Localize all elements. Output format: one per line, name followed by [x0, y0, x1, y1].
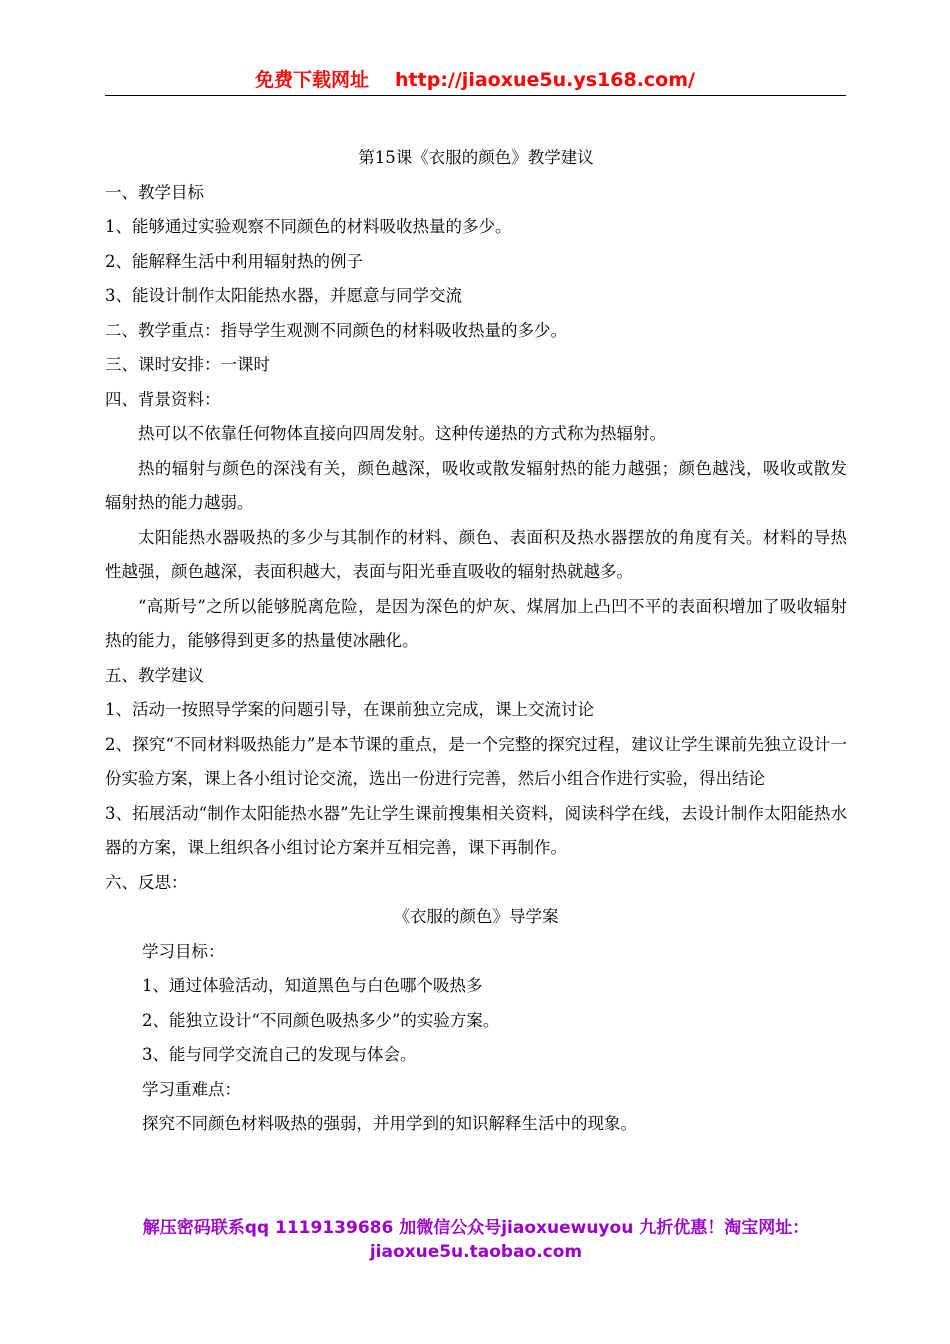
header-divider — [105, 95, 846, 96]
guide-title: 《衣服的颜色》导学案 — [393, 907, 559, 926]
learning-goal-item: 2、能独立设计“不同颜色吸热多少”的实验方案。 — [142, 1010, 500, 1030]
background-paragraph: 热的辐射与颜色的深浅有关，颜色越深，吸收或散发辐射热的能力越强；颜色越浅，吸收或散发辐射热的能力越弱。 — [105, 458, 847, 512]
section-heading-objectives: 一、教学目标 — [105, 182, 204, 202]
suggestion-item: 2、探究“不同材料吸热能力”是本节课的重点，是一个完整的探究过程，建议让学生课前先独立设计一份实验方案，课上各小组讨论交流，选出一份进行完善，然后小组合作进行实验，得出结论 — [105, 734, 847, 788]
download-header — [105, 66, 845, 94]
learning-goal-item: 1、通过体验活动，知道黑色与白色哪个吸热多 — [142, 976, 483, 995]
background-paragraph: 太阳能热水器吸热的多少与其制作的材料、颜色、表面积及热水器摆放的角度有关。材料的导热性越强，颜色越深，表面积越大，表面与阳光垂直吸收的辐射热就越多。 — [105, 527, 847, 581]
section-heading-key-point: 二、教学重点：指导学生观测不同颜色的材料吸收热量的多少。 — [105, 320, 567, 340]
key-difficulty-heading: 学习重难点： — [142, 1079, 241, 1099]
download-url-link[interactable]: http://jiaoxue5u.ys168.com/ — [395, 69, 695, 91]
learning-goals-heading: 学习目标： — [142, 941, 225, 961]
section-heading-schedule: 三、课时安排：一课时 — [105, 355, 270, 374]
suggestion-item: 3、拓展活动“制作太阳能热水器”先让学生课前搜集相关资料，阅读科学在线，去设计制作太阳能热水器的方案，课上组织各小组讨论方案并互相完善，课下再制作。 — [105, 803, 847, 857]
section-heading-background: 四、背景资料： — [105, 389, 221, 409]
suggestion-item: 1、活动一按照导学案的问题引导，在课前独立完成，课上交流讨论 — [105, 700, 594, 719]
objective-item: 3、能设计制作太阳能热水器，并愿意与同学交流 — [105, 286, 462, 305]
document-title: 第15课《衣服的颜色》教学建议 — [358, 148, 594, 167]
background-paragraph: “高斯号”之所以能够脱离危险，是因为深色的炉灰、煤屑加上凸凹不平的表面积增加了吸收辐射热的能力，能够得到更多的热量使冰融化。 — [105, 596, 847, 650]
background-paragraph: 热可以不依靠任何物体直接向四周发射。这种传递热的方式称为热辐射。 — [138, 424, 666, 443]
contact-footer: 解压密码联系qq 1119139686 加微信公众号jiaoxuewuyou 九折优惠！淘宝网址：jiaoxue5u.taobao.com — [142, 1218, 810, 1262]
objective-item: 2、能解释生活中利用辐射热的例子 — [105, 251, 363, 271]
download-label: 免费下载网址 — [255, 69, 370, 91]
objective-item: 1、能够通过实验观察不同颜色的材料吸收热量的多少。 — [105, 217, 512, 236]
section-heading-suggestions: 五、教学建议 — [105, 665, 204, 685]
key-difficulty-text: 探究不同颜色材料吸热的强弱，并用学到的知识解释生活中的现象。 — [142, 1114, 637, 1133]
document-body — [105, 141, 847, 1142]
section-heading-reflection: 六、反思： — [105, 872, 188, 892]
learning-goal-item: 3、能与同学交流自己的发现与体会。 — [142, 1045, 417, 1064]
